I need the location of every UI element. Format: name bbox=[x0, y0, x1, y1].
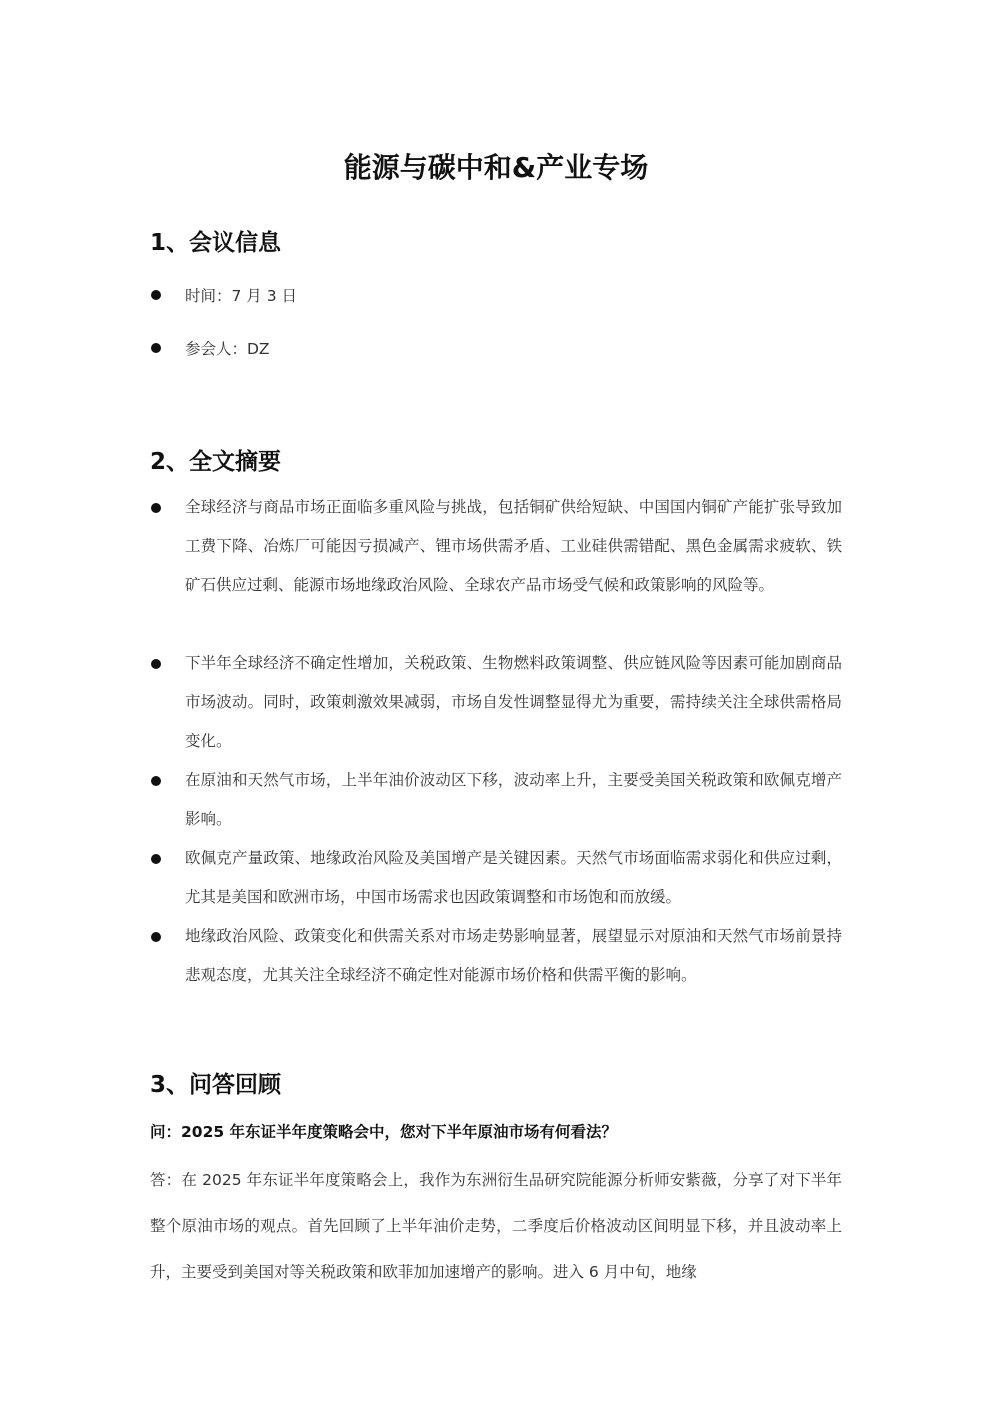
summary-item bbox=[150, 917, 842, 995]
summary-text: 地缘政治风险、政策变化和供需关系对市场走势影响显著，展望显示对原油和天然气市场前景持悲观态度，尤其关注全球经济不确定性对能源市场价格和供需平衡的影响。 bbox=[185, 927, 842, 984]
summary-text: 欧佩克产量政策、地缘政治风险及美国增产是关键因素。天然气市场面临需求弱化和供应过剩，尤其是美国和欧洲市场，中国市场需求也因政策调整和市场饱和而放缓。 bbox=[185, 849, 842, 906]
bullet-icon bbox=[151, 659, 161, 669]
summary-item bbox=[150, 488, 842, 605]
section-heading-summary: 2、全文摘要 bbox=[150, 449, 282, 475]
bullet-icon bbox=[151, 343, 161, 353]
summary-text: 在原油和天然气市场，上半年油价波动区下移，波动率上升，主要受美国关税政策和欧佩克增产影响。 bbox=[185, 771, 842, 828]
bullet-icon bbox=[151, 776, 161, 786]
summary-text: 全球经济与商品市场正面临多重风险与挑战，包括铜矿供给短缺、中国国内铜矿产能扩张导致加工费下降、冶炼厂可能因亏损减产、锂市场供需矛盾、工业硅供需错配、黑色金属需求疲软、铁矿石供应过剩、能源市场地缘政治风险、全球农产品市场受气候和政策影响的风险等。 bbox=[185, 498, 842, 594]
bullet-icon bbox=[151, 503, 161, 513]
meeting-participants: 参会人：DZ bbox=[185, 340, 270, 358]
qa-answer: 答：在 2025 年东证半年度策略会上，我作为东洲衍生品研究院能源分析师安紫薇，分享了对下半年整个原油市场的观点。首先回顾了上半年油价走势，二季度后价格波动区间明显下移，并且波动率上升，主要受到美国对等关税政策和欧菲加加速增产的影响。进入 6 月中旬，地缘 bbox=[150, 1171, 842, 1281]
qa-question: 问：2025 年东证半年度策略会中，您对下半年原油市场有何看法？ bbox=[150, 1123, 618, 1141]
summary-item bbox=[150, 644, 842, 761]
bullet-icon bbox=[151, 854, 161, 864]
summary-item bbox=[150, 761, 842, 839]
summary-text: 下半年全球经济不确定性增加，关税政策、生物燃料政策调整、供应链风险等因素可能加剧商品市场波动。同时，政策刺激效果减弱，市场自发性调整显得尤为重要，需持续关注全球供需格局变化。 bbox=[185, 654, 842, 750]
meeting-time: 时间：7 月 3 日 bbox=[185, 287, 298, 305]
summary-item bbox=[150, 839, 842, 917]
list-item-time bbox=[150, 284, 842, 306]
section-heading-qa: 3、问答回顾 bbox=[150, 1072, 282, 1098]
section-heading-meeting-info: 1、会议信息 bbox=[150, 230, 282, 256]
bullet-icon bbox=[151, 290, 161, 300]
bullet-icon bbox=[151, 932, 161, 942]
document-title: 能源与碳中和&产业专场 bbox=[343, 151, 649, 184]
list-item-participants bbox=[150, 337, 842, 359]
